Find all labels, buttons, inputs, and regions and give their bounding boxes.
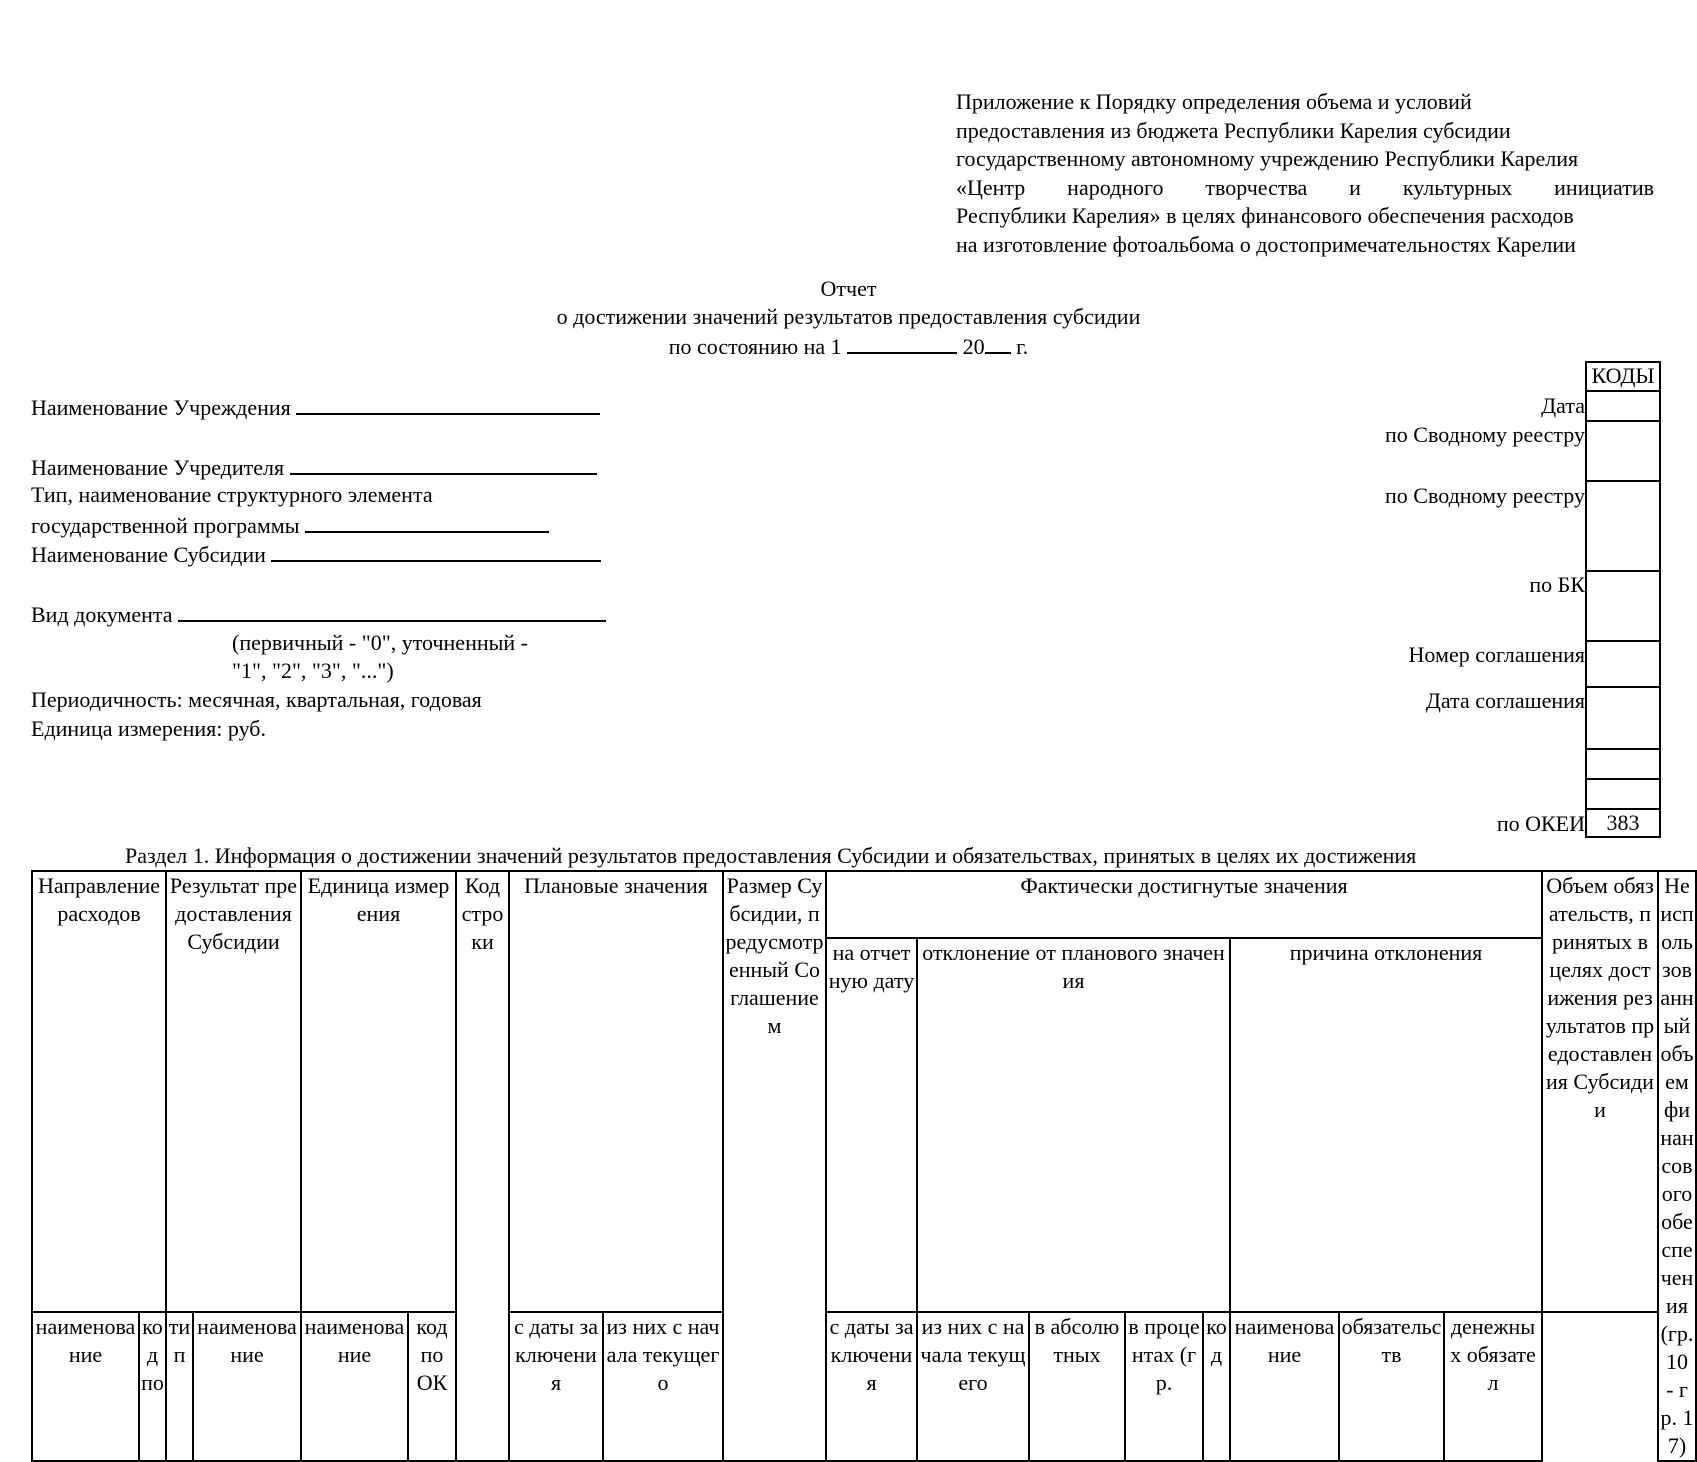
col-fact-current: из них с начала текущего <box>917 1312 1029 1461</box>
appendix-line: предоставления из бюджета Республики Карелия субсидии <box>956 117 1511 143</box>
report-date-line <box>0 332 1697 360</box>
header-unit: Единица измерения <box>301 871 456 1312</box>
header-fact: Фактически достигнутые значения <box>826 871 1542 938</box>
results-table <box>31 870 1697 1462</box>
doc-type-hint-1: (первичный - "0", уточненный - <box>232 630 528 655</box>
appendix-text <box>956 88 1654 259</box>
header-obligations: Объем обязательств, принятых в целях достижения результатов предоставления Субсидии <box>1542 871 1658 1312</box>
appendix-line: Республики Карелия» в целях финансового обеспечения расходов <box>956 203 1574 228</box>
col-direction-code: код по <box>139 1312 166 1461</box>
header-subsidy-size: Размер Субсидии, предусмотренный Соглашением <box>723 871 826 1461</box>
col-row-code <box>456 1312 509 1461</box>
col-obligations: обязательств <box>1339 1312 1444 1461</box>
institution-label: Наименование Учреждения <box>31 395 291 420</box>
date-label: Дата <box>1541 393 1585 418</box>
program-blank[interactable] <box>305 511 549 533</box>
codes-line <box>1585 778 1661 780</box>
codes-line <box>1585 686 1661 688</box>
codes-line <box>1585 640 1661 642</box>
header-fact-date: на отчетную дату <box>826 938 917 1312</box>
col-reason-code: код <box>1203 1312 1230 1461</box>
agreement-number-label: Номер соглашения <box>1408 642 1585 667</box>
col-deviation-absolute: в абсолютных <box>1029 1312 1125 1461</box>
codes-line <box>1585 570 1661 572</box>
col-deviation-percent: в процентах (гр. <box>1125 1312 1203 1461</box>
codes-line <box>1585 420 1661 422</box>
report-subtitle: о достижении значений результатов предоставления субсидии <box>556 304 1141 329</box>
codes-header: КОДЫ <box>1591 363 1655 388</box>
year-blank[interactable] <box>985 332 1011 354</box>
codes-line <box>1585 480 1661 482</box>
founder-blank[interactable] <box>290 453 597 475</box>
col-fact-from-date: с даты заключения <box>826 1312 917 1461</box>
col-result-type: тип <box>166 1312 193 1461</box>
codes-line <box>1585 748 1661 750</box>
subsidy-field <box>31 540 601 568</box>
header-unused: Неиспользованный объем финансового обеспечения (гр. 10 - гр. 17) <box>1658 871 1696 1461</box>
unit-label: Единица измерения: руб. <box>31 716 266 741</box>
header-direction: Направление расходов <box>32 871 166 1312</box>
codes-frame <box>1585 361 1661 836</box>
codes-line <box>1585 836 1661 838</box>
doc-type-blank[interactable] <box>178 600 606 622</box>
year-prefix: 20 <box>962 334 985 359</box>
okei-label: по ОКЕИ <box>1496 811 1585 836</box>
col-reason-name: наименование <box>1230 1312 1339 1461</box>
date-prefix: по состоянию на 1 <box>668 334 842 359</box>
program-field <box>31 511 549 539</box>
founder-field <box>31 453 597 481</box>
okei-value: 383 <box>1606 810 1640 835</box>
col-unit-code: код по ОК <box>408 1312 456 1461</box>
bk-label: по БК <box>1529 572 1585 597</box>
doc-type-hint-2: "1", "2", "3", "...") <box>232 658 394 683</box>
founder-label: Наименование Учредителя <box>31 455 285 480</box>
institution-blank[interactable] <box>296 393 600 415</box>
doc-type-field <box>31 600 606 628</box>
col-money-obligations: денежных обязател <box>1444 1312 1542 1461</box>
header-reason: причина отклонения <box>1230 938 1542 1312</box>
col-direction-name: наименование <box>32 1312 139 1461</box>
header-deviation: отклонение от планового значения <box>917 938 1230 1312</box>
header-row-code: Код строки <box>456 871 509 1312</box>
col-result-name: наименование <box>193 1312 301 1461</box>
col-plan-current: из них с начала текущего <box>603 1312 723 1461</box>
appendix-line: на изготовление фотоальбома о достопримечательностях Карелии <box>956 231 1576 257</box>
header-result: Результат предоставления Субсидии <box>166 871 301 1312</box>
appendix-line: государственному автономному учреждению Республики Карелия <box>956 146 1579 171</box>
program-label-line1: Тип, наименование структурного элемента <box>31 482 433 507</box>
col-plan-from-date: с даты заключения <box>509 1312 603 1461</box>
institution-field <box>31 393 600 421</box>
year-suffix: г. <box>1016 334 1029 359</box>
registry-label-2: по Сводному реестру <box>1385 483 1585 508</box>
appendix-line: Приложение к Порядку определения объема и условий <box>956 89 1472 114</box>
header-plan: Плановые значения <box>509 871 723 1312</box>
subsidy-blank[interactable] <box>271 540 601 562</box>
subsidy-label: Наименование Субсидии <box>31 542 266 567</box>
report-title: Отчет <box>820 276 877 301</box>
periodicity-label: Периодичность: месячная, квартальная, годовая <box>31 687 482 712</box>
registry-label-1: по Сводному реестру <box>1385 422 1585 447</box>
agreement-date-label: Дата соглашения <box>1425 688 1585 713</box>
doc-type-label: Вид документа <box>31 602 173 627</box>
month-blank[interactable] <box>847 332 957 354</box>
section1-title: Раздел 1. Информация о достижении значений результатов предоставления Субсидии и обязательствах, принятых в целях их достижения <box>125 843 1417 868</box>
col-unit-name: наименование <box>301 1312 408 1461</box>
appendix-line: «Центр народного творчества и культурных инициатив <box>956 174 1654 200</box>
codes-line <box>1585 390 1661 392</box>
program-label-line2: государственной программы <box>31 513 300 538</box>
